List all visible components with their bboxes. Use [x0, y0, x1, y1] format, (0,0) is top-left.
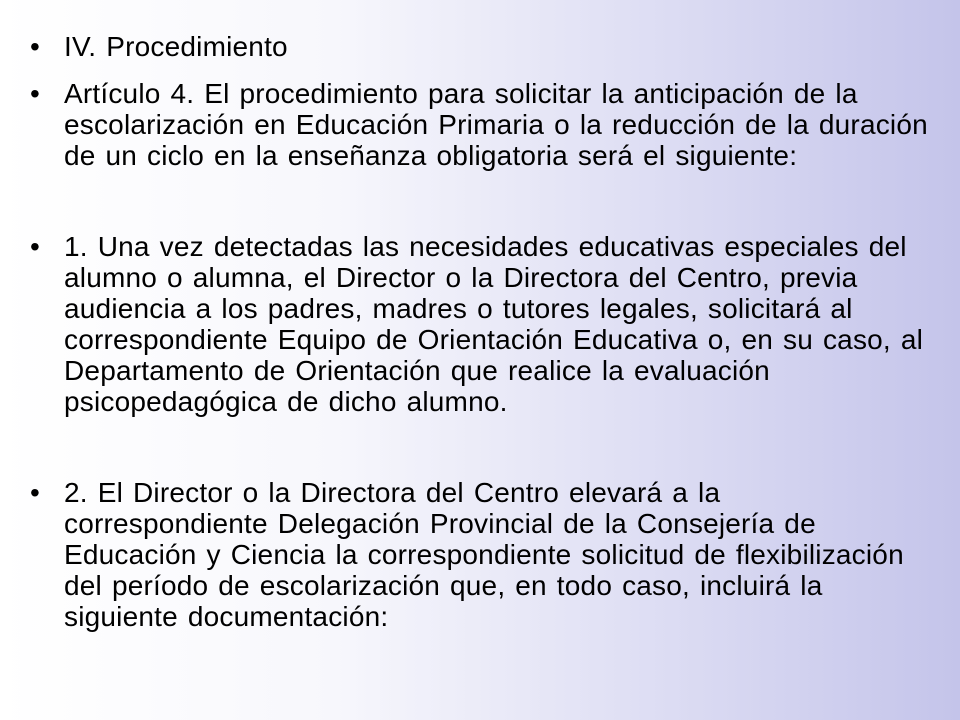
bullet-item-step-1 — [30, 231, 930, 417]
bullet-dot: • — [30, 31, 41, 62]
bullet-dot: • — [30, 231, 41, 262]
bullet-item-section-heading — [30, 31, 930, 62]
bullet-list — [30, 31, 930, 632]
bullet-text: IV. Procedimiento — [64, 31, 288, 62]
bullet-item-article-4 — [30, 78, 930, 171]
bullet-text: 2. El Director o la Directora del Centro elevará a la correspondiente Delegación Provincial de la Consejería de Educación y Ciencia la correspondiente solicitud de flexibilización del período de escolarización que, en todo caso, incluirá la siguiente documentación: — [64, 477, 904, 632]
bullet-dot: • — [30, 477, 41, 508]
bullet-text: Artículo 4. El procedimiento para solicitar la anticipación de la escolarización en Educación Primaria o la reducción de la duración de un ciclo en la enseñanza obligatoria será el siguiente: — [64, 78, 928, 171]
bullet-dot: • — [30, 78, 41, 109]
bullet-item-step-2 — [30, 477, 930, 632]
bullet-text: 1. Una vez detectadas las necesidades educativas especiales del alumno o alumna, el Director o la Directora del Centro, previa audiencia a los padres, madres o tutores legales, solicitará al correspondiente Equipo de Orientación Educativa o, en su caso, al Departamento de Orientación que realice la evaluación psicopedagógica de dicho alumno. — [64, 231, 924, 417]
